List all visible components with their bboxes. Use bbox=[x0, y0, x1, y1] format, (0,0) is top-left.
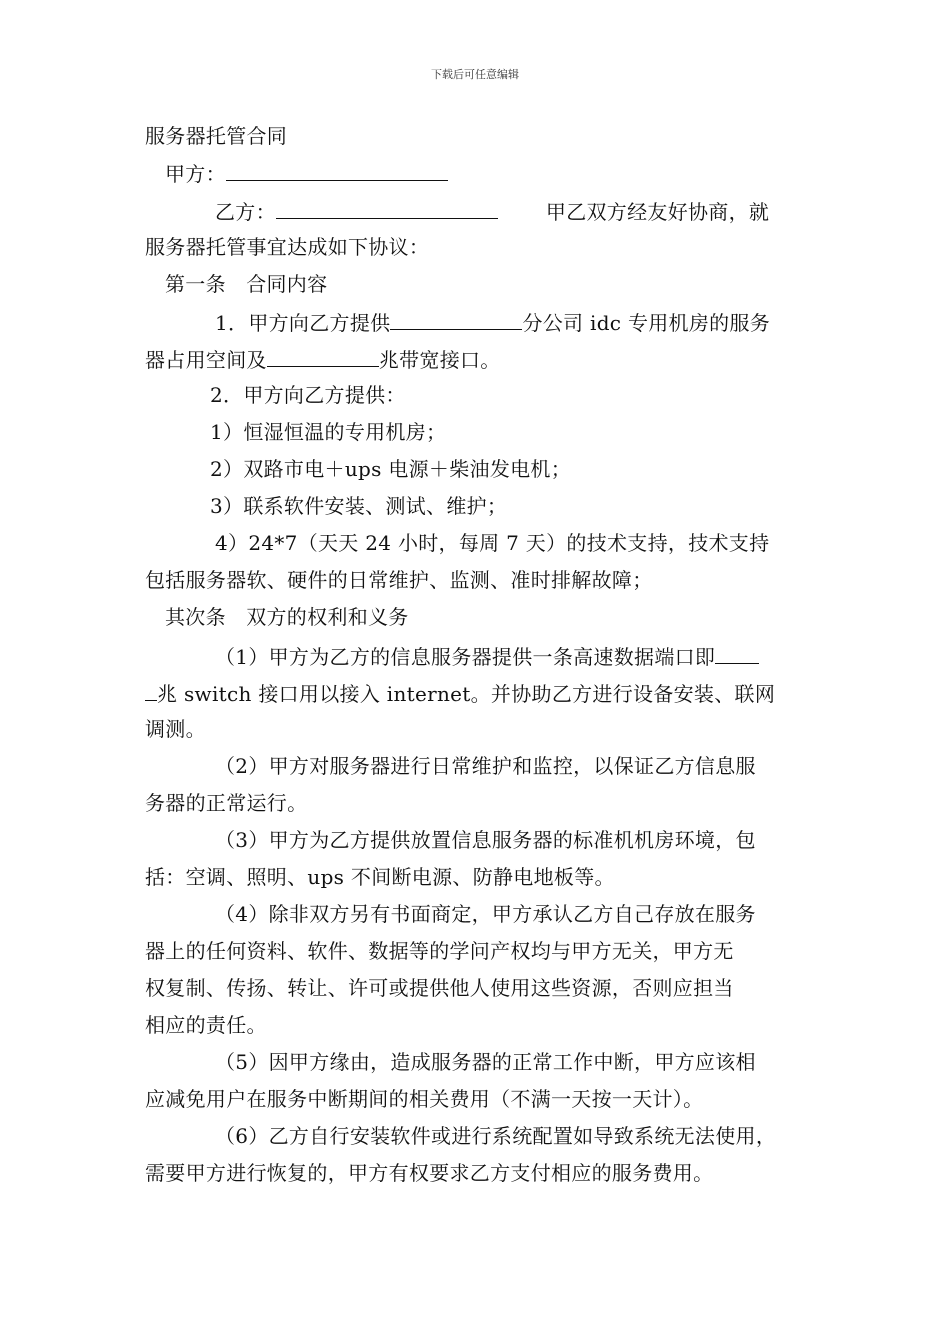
branch-blank bbox=[390, 309, 522, 330]
party-a-line bbox=[165, 160, 448, 186]
clause-2-5-line-2: 应减免用户在服务中断期间的相关费用（不满一天按一天计）。 bbox=[145, 1087, 704, 1111]
clause-text: 器占用空间及 bbox=[145, 348, 267, 372]
clause-1-1-line-1 bbox=[215, 309, 770, 335]
clause-text: 兆 switch 接口用以接入 internet。并协助乙方进行设备安装、联网 bbox=[157, 682, 776, 706]
clause-1-2: 2．甲方向乙方提供： bbox=[210, 383, 406, 407]
intro-line-2: 服务器托管事宜达成如下协议： bbox=[145, 235, 430, 259]
page-header: 下载后可任意编辑 bbox=[431, 68, 519, 81]
clause-2-3-line-1: （3）甲方为乙方提供放置信息服务器的标准机机房环境，包 bbox=[215, 828, 756, 852]
article-2-heading: 其次条 双方的权利和义务 bbox=[165, 605, 409, 629]
clause-1-2-item-2: 2）双路市电＋ups 电源＋柴油发电机； bbox=[210, 457, 572, 481]
clause-2-2-line-1: （2）甲方对服务器进行日常维护和监控，以保证乙方信息服 bbox=[215, 754, 756, 778]
party-b-label: 乙方： bbox=[215, 200, 276, 224]
clause-2-5-line-1: （5）因甲方缘由，造成服务器的正常工作中断，甲方应该相 bbox=[215, 1050, 756, 1074]
clause-text: 兆带宽接口。 bbox=[378, 348, 501, 372]
clause-1-1-line-2 bbox=[145, 346, 501, 372]
party-a-label: 甲方： bbox=[165, 162, 226, 186]
clause-2-4-line-1: （4）除非双方另有书面商定，甲方承认乙方自己存放在服务 bbox=[215, 902, 756, 926]
clause-2-4-line-4: 相应的责任。 bbox=[145, 1013, 267, 1037]
clause-1-2-item-3: 3）联系软件安装、测试、维护； bbox=[210, 494, 508, 518]
clause-2-1-line-2 bbox=[145, 680, 775, 706]
clause-2-6-line-1: （6）乙方自行安装软件或进行系统配置如导致系统无法使用， bbox=[215, 1124, 777, 1148]
article-1-heading: 第一条 合同内容 bbox=[165, 272, 328, 296]
bandwidth-blank bbox=[267, 346, 379, 367]
clause-text: 1．甲方向乙方提供 bbox=[215, 311, 391, 335]
clause-2-1-line-3: 调测。 bbox=[145, 717, 206, 741]
party-b-blank bbox=[276, 198, 498, 219]
port-blank-continued bbox=[145, 680, 157, 701]
document-title: 服务器托管合同 bbox=[145, 124, 288, 148]
party-b-line bbox=[215, 198, 769, 224]
clause-2-4-line-2: 器上的任何资料、软件、数据等的学问产权均与甲方无关，甲方无 bbox=[145, 939, 734, 963]
party-a-blank bbox=[226, 160, 448, 181]
clause-2-2-line-2: 务器的正常运行。 bbox=[145, 791, 308, 815]
clause-1-2-item-1: 1）恒湿恒温的专用机房； bbox=[210, 420, 447, 444]
clause-2-1-line-1 bbox=[215, 643, 759, 669]
clause-2-4-line-3: 权复制、传扬、转让、许可或提供他人使用这些资源，否则应担当 bbox=[145, 976, 734, 1000]
port-blank bbox=[715, 643, 759, 664]
clause-2-6-line-2: 需要甲方进行恢复的，甲方有权要求乙方支付相应的服务费用。 bbox=[145, 1161, 714, 1185]
intro-text: 甲乙双方经友好协商，就 bbox=[545, 200, 770, 224]
clause-1-2-item-4-line-2: 包括服务器软、硬件的日常维护、监测、准时排解故障； bbox=[145, 568, 653, 592]
clause-text: 分公司 idc 专用机房的服务 bbox=[522, 311, 771, 335]
clause-2-3-line-2: 括：空调、照明、ups 不间断电源、防静电地板等。 bbox=[145, 865, 615, 889]
clause-1-2-item-4-line-1: 4）24*7（天天 24 小时，每周 7 天）的技术支持，技术支持 bbox=[215, 531, 770, 555]
clause-text: （1）甲方为乙方的信息服务器提供一条高速数据端口即 bbox=[215, 645, 716, 669]
